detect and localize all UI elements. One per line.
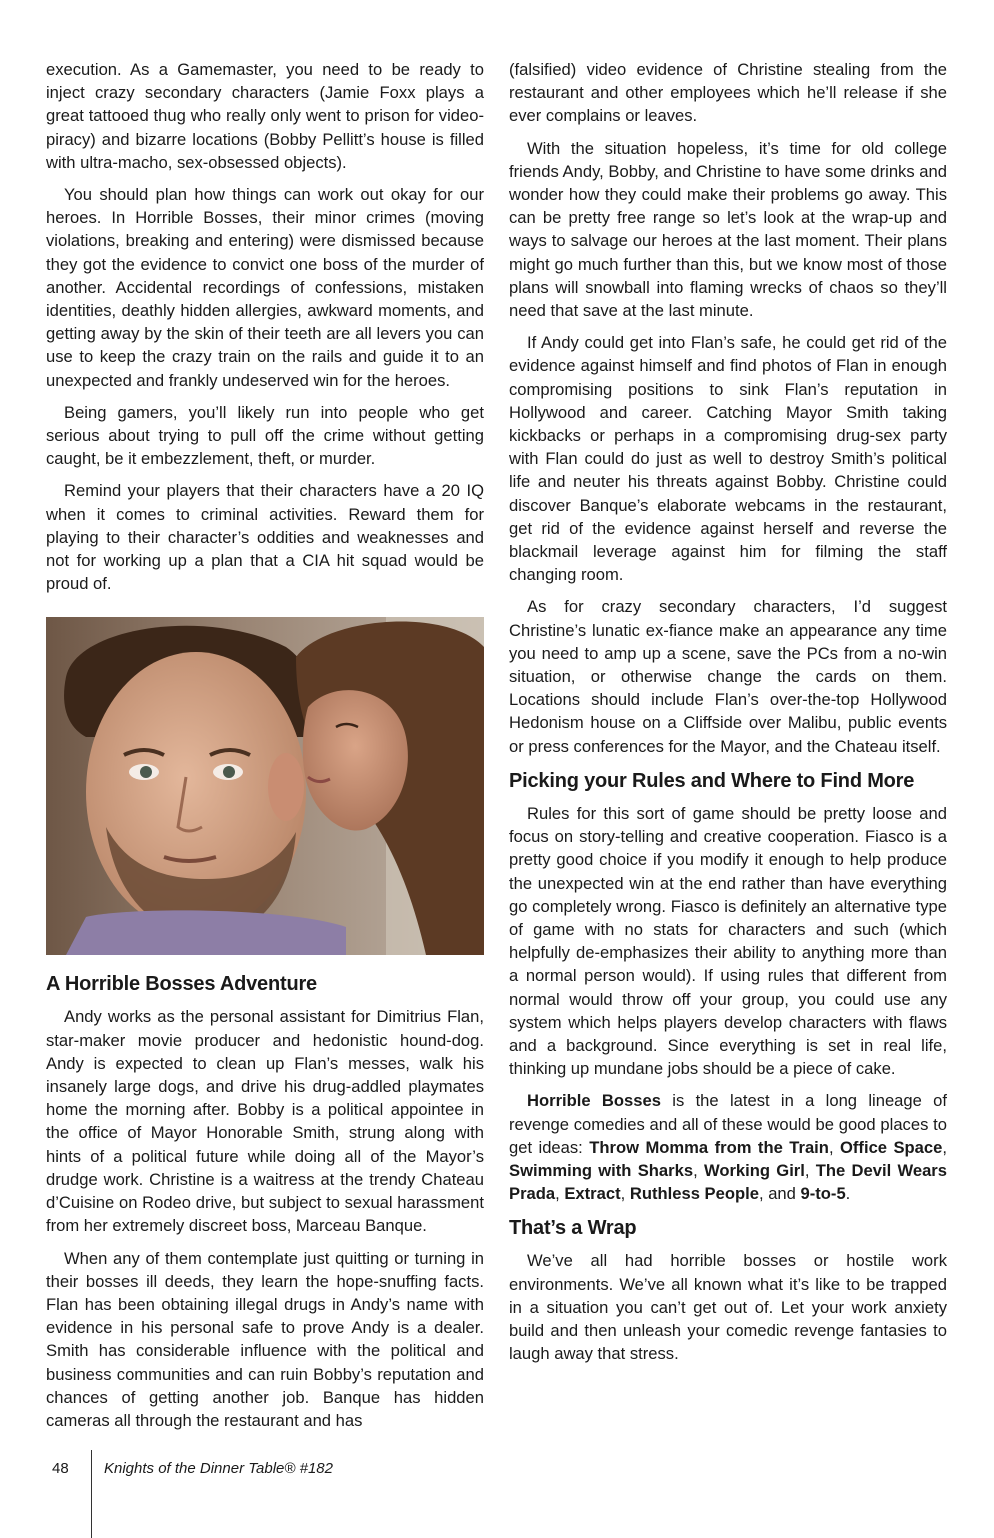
right-paragraph-2: With the situation hopeless, it’s time for old college friends Andy, Bobby, and Christine to have some drinks and wonder how they could make their problems go away. This can be pretty free range so let’s look at the wrap-up and ways to salvage our heroes at the last moment. Their plans might go much further than this, but we know most of those plans will snowball into flaming wrecks of chaos so they’ll need that save at the last minute. xyxy=(509,138,947,321)
adventure-heading: A Horrible Bosses Adventure xyxy=(46,973,317,996)
separator: , xyxy=(693,1160,704,1180)
left-paragraph-2: You should plan how things can work out okay for our heroes. In Horrible Bosses, their minor crimes (moving violations, breaking and entering) were dismissed because they got the evidence to convict one boss of the murder of another. Accidental recordings of confessions, mistaken identities, deathly hidden allergies, awkward moments, and getting away by the skin of their teeth are all levers you can use to keep the crazy train on the rails and guide it to an unexpected and frankly undeserved win for the heroes. xyxy=(46,185,484,390)
left-paragraph-1: execution. As a Gamemaster, you need to be ready to inject crazy secondary characters (Jamie Foxx plays a great tattooed thug who really only went to prison for video-piracy) and bizarre locations (Bobby Pellitt’s house is filled with ultra-macho, sex-obsessed objects). xyxy=(46,60,484,172)
film-title: Working Girl xyxy=(703,1160,805,1180)
film-title: Office Space xyxy=(840,1137,943,1157)
film-title: Swimming with Sharks xyxy=(509,1160,694,1180)
lineage-text: is the latest in a long lineage of revenge comedies and all of these would be good places to get ideas: xyxy=(509,1091,948,1157)
page-footer xyxy=(0,1450,994,1538)
film-title: Throw Momma from the Train xyxy=(589,1137,829,1157)
rules-heading: Picking your Rules and Where to Find More xyxy=(509,769,915,792)
film-title: The Devil Wears Prada xyxy=(509,1160,947,1204)
film-title-horrible-bosses: Horrible Bosses xyxy=(527,1091,661,1111)
film-title: Extract xyxy=(564,1184,621,1204)
page-number: 48 xyxy=(52,1460,69,1477)
separator: , and xyxy=(758,1184,801,1204)
right-paragraph-3: If Andy could get into Flan’s safe, he could get rid of the evidence against himself and find photos of Flan in enough compromising positions to sink Flan’s reputation in Hollywood and career. Catching Mayor Smith taking kickbacks or perhaps in a compromising drug-sex party with Flan could do just as well to destroy Smith’s political life and neuter his threats against Bobby. Christine could discover Banque’s elaborate webcams in the restaurant, get rid of the evidence against herself and reverse the blackmail leverage against him for filming the staff changing room. xyxy=(509,333,947,585)
right-paragraph-7: We’ve all had horrible bosses or hostile work environments. We’ve all known what it’s like to be trapped in a situation you can’t get out of. Let your work anxiety build and then unleash your comedic revenge fantasies to laugh away that stress. xyxy=(509,1251,947,1364)
right-paragraph-1: (falsified) video evidence of Christine stealing from the restaurant and other employees which he’ll release if she ever complains or leaves. xyxy=(509,60,947,126)
right-paragraph-5: Rules for this sort of game should be pretty loose and focus on story-telling and creative cooperation. Fiasco is a pretty good choice if you modify it enough to help produce the unexpected win at the end rather than have everything go completely wrong. Fiasco is definitely an alternative type of game with no stats for characters and such (which helpfully de-emphasizes their ability to anything more than a normal person would). If using rules that different from normal would throw off your group, you could use any system which helps players develop characters with flaws and a background. Since everything is set in real life, thinking up mundane jobs should be a piece of cake. xyxy=(509,803,947,1079)
left-column xyxy=(46,58,484,1432)
left-paragraph-3: Being gamers, you’ll likely run into people who get serious about trying to pull off the crime without getting caught, be it embezzlement, theft, or murder. xyxy=(46,402,484,469)
wrap-heading: That’s a Wrap xyxy=(509,1217,637,1240)
film-title: 9-to-5 xyxy=(800,1184,846,1204)
separator: , xyxy=(942,1137,947,1157)
left-paragraph-6: When any of them contemplate just quitting or turning in their bosses ill deeds, they learn the hope-snuffing facts. Flan has been obtaining illegal drugs in Andy’s name with evidence in his personal safe to prove Andy is a dealer. Smith has considerable influence with the political and business communities and can ruin Bobby’s reputation and chances of getting another job. Banque has hidden cameras all through the restaurant and has xyxy=(46,1248,484,1430)
photo-illustration xyxy=(46,617,484,955)
separator: , xyxy=(555,1184,565,1204)
right-paragraph-4: As for crazy secondary characters, I’d suggest Christine’s lunatic ex-fiance make an appearance any time you need to amp up a scene, save the PCs from a no-win situation, or otherwise change the cards on them. Locations should include Flan’s over-the-top Hollywood Hedonism house on a Cliffside over Malibu, public events or press conferences for the Mayor, and the Chateau itself. xyxy=(509,597,947,756)
footer-divider xyxy=(91,1450,92,1538)
separator: , xyxy=(804,1160,816,1180)
sentence-end: . xyxy=(845,1184,851,1204)
right-column xyxy=(509,58,947,1365)
right-paragraph-6 xyxy=(509,1089,947,1205)
separator: , xyxy=(828,1137,840,1157)
film-title: Ruthless People xyxy=(629,1184,759,1204)
left-paragraph-5: Andy works as the personal assistant for Dimitrius Flan, star-maker movie producer and hedonistic hound-dog. Andy is expected to clean up Flan’s messes, walk his insanely large dogs, and drive his drug-addled playmates home the morning after. Bobby is a political appointee in the office of Mayor Honorable Smith, strung along with hints of a political future while doing all of the Mayor’s drudge work. Christine is a waitress at the trendy Chateau d’Cuisine on Rodeo drive, but subject to sexual harassment from her extremely discreet boss, Marceau Banque. xyxy=(46,1007,484,1236)
left-paragraph-4: Remind your players that their characters have a 20 IQ when it comes to criminal activities. Reward them for playing to their character’s oddities and weaknesses and not for working up a plan that a CIA hit squad would be proud of. xyxy=(46,481,484,594)
movie-still-photo xyxy=(46,617,484,955)
publication-title: Knights of the Dinner Table® #182 xyxy=(104,1460,333,1477)
separator: , xyxy=(620,1184,630,1204)
